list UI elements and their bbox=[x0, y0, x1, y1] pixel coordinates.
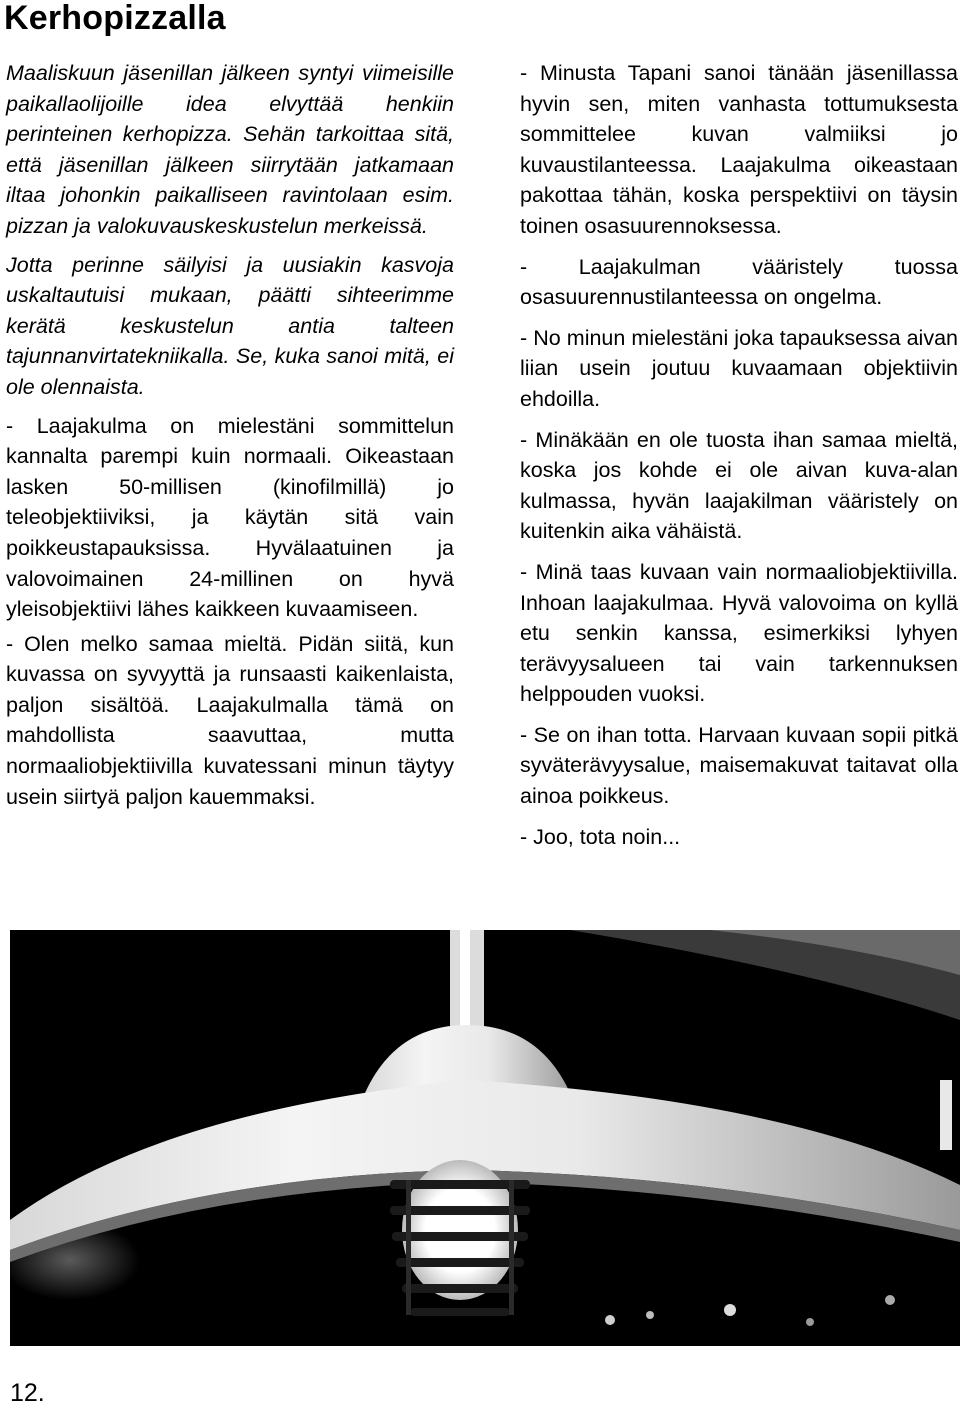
dialogue-paragraph: - Olen melko samaa mieltä. Pidän siitä, kun kuvassa on syvyyttä ja runsaasti kaikenlaista, paljon sisältöä. Laajakulmalla tämä on mahdollista saavuttaa, mutta normaaliobjektiivilla kuvatessani minun täytyy usein siirtyä paljon kauemmaksi. bbox=[6, 631, 454, 809]
dialogue-paragraph: - Joo, tota noin... bbox=[520, 824, 681, 849]
dialogue-paragraph: - Minäkään en ole tuosta ihan samaa mieltä, koska jos kohde ei ole aivan kuva-alan kulmassa, hyvän laajakilman vääristely on kuitenkin aika vähäistä. bbox=[520, 427, 958, 544]
article-title: Kerhopizzalla bbox=[4, 0, 226, 37]
dialogue-paragraph: - Laajakulma on mielestäni sommittelun kannalta parempi kuin normaali. Oikeastaan lasken 50-millisen (kinofilmillä) jo teleobjektiiviksi, ja käytän sitä vain poikkeustapauksissa. Hyvälaatuinen ja valovoimainen 24-millinen on hyvä yleisobjektiivi lähes kaikkeen kuvaamiseen. bbox=[6, 413, 454, 622]
dialogue-paragraph: - Minusta Tapani sanoi tänään jäsenillassa hyvin sen, miten vanhasta tottumuksesta sommittelee kuvan valmiiksi jo kuvaustilanteessa. Laajakulma oikeastaan pakottaa tähän, koska perspektiivi on täysin toinen osasuurennoksessa. bbox=[520, 61, 958, 238]
left-column bbox=[6, 58, 454, 812]
dialogue-paragraph: - Se on ihan totta. Harvaan kuvaan sopii pitkä syväterävyysalue, maisemakuvat taitavat olla ainoa poikkeus. bbox=[520, 722, 958, 809]
intro-paragraph: Jotta perinne säilyisi ja uusiakin kasvoja uskaltautuisi mukaan, päätti sihteerimme kerätä keskustelun antia talteen tajunnanvirtatekniikalla. Se, kuka sanoi mitä, ei ole olennaista. bbox=[6, 252, 454, 399]
page-number: 12. bbox=[10, 1379, 45, 1407]
dialogue-paragraph: - Laajakulman vääristely tuossa osasuurennustilanteessa on ongelma. bbox=[520, 254, 958, 310]
dialogue-paragraph: - Minä taas kuvaan vain normaaliobjektiivilla. Inhoan laajakulmaa. Hyvä valovoima on kyllä etu senkin kanssa, esimerkiksi lyhyen terävyysalueen tai vain tarkennuksen helppouden vuoksi. bbox=[520, 559, 958, 707]
right-column bbox=[520, 58, 958, 852]
intro-paragraph: Maaliskuun jäsenillan jälkeen syntyi viimeisille paikallaolijoille idea elvyttää henkiin perinteinen kerhopizza. Sehän tarkoittaa sitä, että jäsenillan jälkeen siirrytään jatkamaan iltaa johonkin paikalliseen ravintolaan esim. pizzan ja valokuvauskeskustelun merkeissä. bbox=[6, 61, 454, 238]
pendant-lamp-photo bbox=[10, 930, 960, 1346]
dialogue-paragraph: - No minun mielestäni joka tapauksessa aivan liian usein joutuu kuvaamaan objektiivin ehdoilla. bbox=[520, 325, 958, 411]
